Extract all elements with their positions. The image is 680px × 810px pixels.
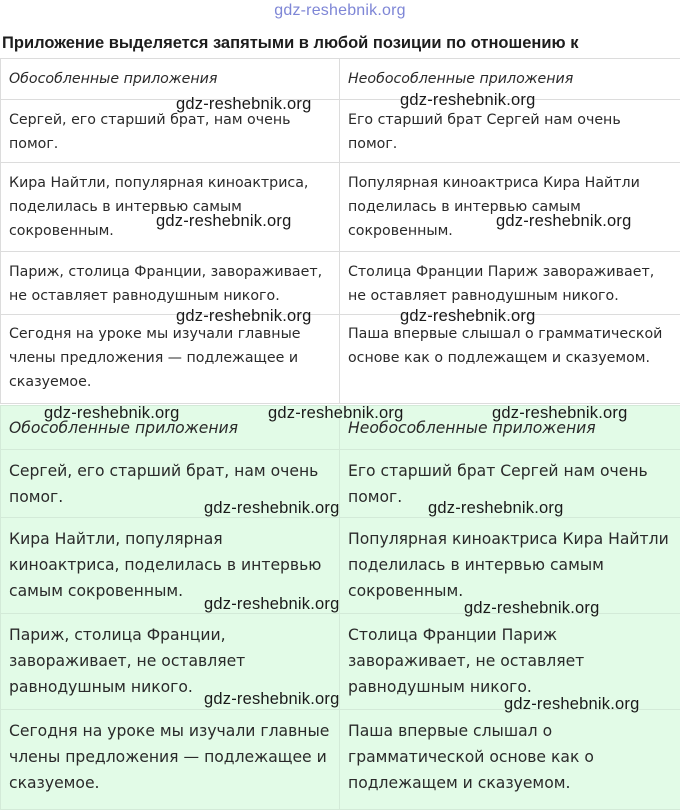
table-cell: Сергей, его старший брат, нам очень помог. [1, 450, 340, 518]
watermark: gdz-reshebnik.org [496, 212, 631, 231]
site-name-link[interactable]: gdz-reshebnik.org [0, 2, 680, 20]
watermark: gdz-reshebnik.org [504, 695, 639, 714]
table-cell: Паша впервые слышал о грамматической основе как о подлежащем и сказуемом. [340, 710, 680, 810]
watermark: gdz-reshebnik.org [204, 499, 339, 518]
table-cell: Столица Франции Париж завораживает, не оставляет равнодушным никого. [340, 614, 680, 710]
table-row [1, 163, 680, 252]
table-cell: Париж, столица Франции, завораживает, не оставляет равнодушным никого. [1, 614, 340, 710]
table-cell: Его старший брат Сергей нам очень помог. [340, 100, 680, 163]
watermark: gdz-reshebnik.org [428, 499, 563, 518]
header-cell-non-separated: Необособленные приложения [340, 59, 680, 100]
watermark: gdz-reshebnik.org [156, 212, 291, 231]
table-cell: Кира Найтли, популярная киноактриса, поделилась в интервью самым сокровенным. [1, 163, 340, 252]
apposition-table-white [0, 58, 680, 404]
watermark: gdz-reshebnik.org [204, 690, 339, 709]
watermark: gdz-reshebnik.org [400, 307, 535, 326]
watermark: gdz-reshebnik.org [204, 595, 339, 614]
header-cell-separated: Обособленные приложения [1, 406, 340, 450]
watermark: gdz-reshebnik.org [400, 91, 535, 110]
table-cell: Кира Найтли, популярная киноактриса, поделилась в интервью самым сокровенным. [1, 518, 340, 614]
table-cell: Сергей, его старший брат, нам очень помог. [1, 100, 340, 163]
table-cell: Популярная киноактриса Кира Найтли поделилась в интервью самым сокровенным. [340, 518, 680, 614]
watermark: gdz-reshebnik.org [268, 404, 403, 423]
watermark: gdz-reshebnik.org [464, 599, 599, 618]
table-cell: Париж, столица Франции, завораживает, не оставляет равнодушным никого. [1, 252, 340, 315]
watermark: gdz-reshebnik.org [44, 404, 179, 423]
watermark: gdz-reshebnik.org [176, 95, 311, 114]
header-cell-non-separated: Необособленные приложения [340, 406, 680, 450]
table-row [1, 710, 680, 810]
table-row [1, 315, 680, 404]
table-row [1, 100, 680, 163]
watermark: gdz-reshebnik.org [492, 404, 627, 423]
watermark: gdz-reshebnik.org [176, 307, 311, 326]
page-heading: Приложение выделяется запятыми в любой позиции по отношению к [2, 34, 678, 53]
table-cell: Его старший брат Сергей нам очень помог. [340, 450, 680, 518]
table-cell: Популярная киноактриса Кира Найтли поделилась в интервью самым сокровенным. [340, 163, 680, 252]
table-cell: Паша впервые слышал о грамматической основе как о подлежащем и сказуемом. [340, 315, 680, 404]
table-header-row [1, 59, 680, 100]
table-row [1, 450, 680, 518]
table-cell: Сегодня на уроке мы изучали главные члены предложения — подлежащее и сказуемое. [1, 315, 340, 404]
table-row [1, 252, 680, 315]
header-cell-separated: Обособленные приложения [1, 59, 340, 100]
table-cell: Сегодня на уроке мы изучали главные члены предложения — подлежащее и сказуемое. [1, 710, 340, 810]
table-cell: Столица Франции Париж завораживает, не оставляет равнодушным никого. [340, 252, 680, 315]
